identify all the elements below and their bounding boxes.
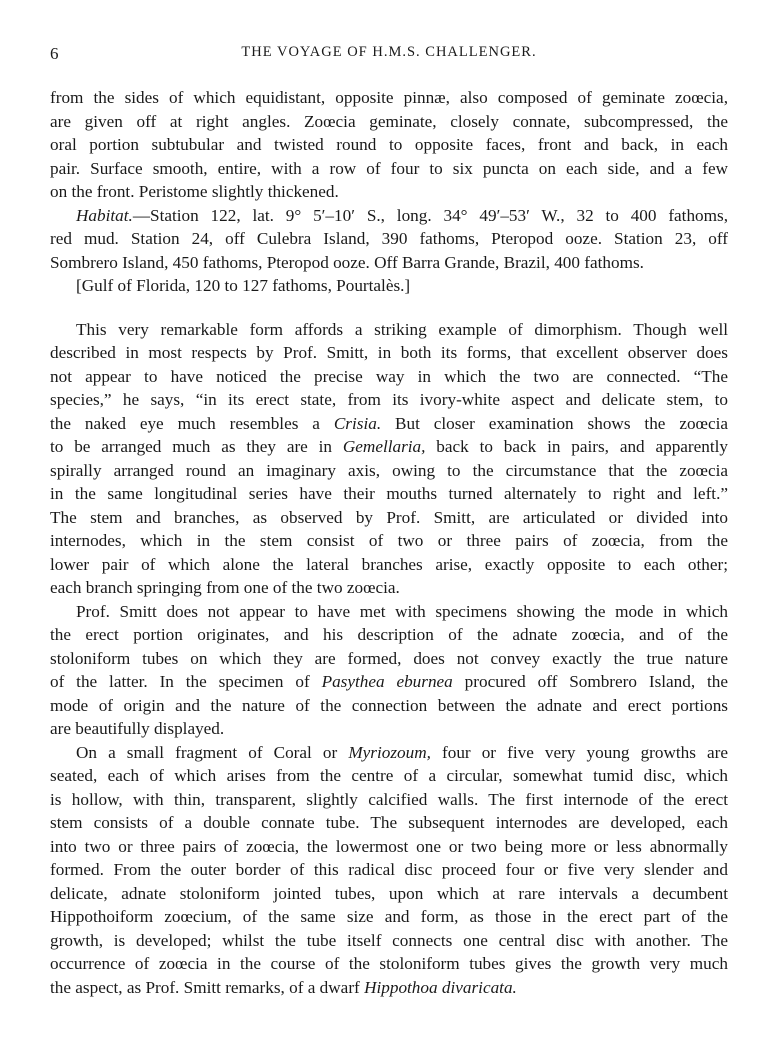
text-line	[50, 435, 728, 459]
text-run: the aspect, as Prof. Smitt remarks, of a dwarf	[50, 977, 360, 997]
text-line: red mud. Station 24, off Culebra Island, 390 fathoms, Pteropod ooze. Station 23, off	[50, 229, 728, 248]
text-line: stem consists of a double connate tube. The subsequent internodes are developed, each	[50, 813, 728, 832]
species-description	[50, 86, 728, 204]
habitat-note: [Gulf of Florida, 120 to 127 fathoms, Pourtalès.]	[76, 276, 411, 295]
text-line: not appear to have noticed the precise way in which the two are connected. “The	[50, 366, 728, 386]
text-run: But closer examination shows the zoœcia	[395, 413, 728, 433]
text-line: This very remarkable form affords a striking example of dimorphism. Though well	[76, 319, 728, 339]
text-line: seated, each of which arises from the centre of a circular, somewhat tumid disc, which	[50, 766, 728, 785]
taxon-name: Pasythea eburnea	[321, 672, 453, 691]
text-line: stoloniform tubes on which they are formed, does not convey exactly the true nature	[50, 648, 728, 668]
text-line: are beautifully displayed.	[50, 719, 225, 738]
text-line: Sombrero Island, 450 fathoms, Pteropod ooze. Off Barra Grande, Brazil, 400 fathoms.	[50, 252, 644, 272]
text-line: described in most respects by Prof. Smitt, in both its forms, that excellent observer does	[50, 343, 728, 362]
page-number: 6	[50, 44, 59, 63]
text-line: the erect portion originates, and his description of the adnate zoœcia, and of the	[50, 625, 728, 644]
paragraph-dimorphism	[50, 318, 728, 600]
habitat-section	[50, 204, 728, 298]
text-line: species,” he says, “in its erect state, from its ivory-white aspect and delicate stem, to	[50, 390, 728, 409]
text-line: formed. From the outer border of this radical disc proceed four or five very slender and	[50, 860, 728, 879]
text-line	[50, 670, 728, 694]
text-line: oral portion subtubular and twisted round to opposite faces, front and back, in each	[50, 135, 728, 154]
page-header	[50, 44, 728, 68]
text-line: pair. Surface smooth, entire, with a row of four to six puncta on each side, and a few	[50, 158, 728, 178]
taxon-name: Crisia.	[333, 413, 382, 433]
taxon-name: Hippothoa divaricata.	[364, 977, 517, 997]
body-text	[50, 86, 728, 999]
text-line	[50, 204, 728, 228]
text-run: procured off Sombrero Island, the	[464, 672, 729, 691]
text-line	[50, 412, 728, 436]
text-run: of the latter. In the specimen of	[50, 672, 310, 691]
habitat-text: —Station 122, lat. 9° 5′–10′ S., long. 34° 49′–53′ W., 32 to 400 fathoms,	[132, 205, 728, 225]
text-line: growth, is developed; whilst the tube itself connects one central disc with another. The	[50, 930, 728, 950]
text-line: occurrence of zoœcia in the course of the stoloniform tubes gives the growth very much	[50, 954, 728, 973]
text-line: are given off at right angles. Zoœcia geminate, closely connate, subcompressed, the	[50, 111, 728, 131]
text-line: lower pair of which alone the lateral branches arise, exactly opposite to each other;	[50, 554, 728, 574]
text-line: The stem and branches, as observed by Prof. Smitt, are articulated or divided into	[50, 507, 728, 527]
running-title: THE VOYAGE OF H.M.S. CHALLENGER.	[241, 44, 537, 60]
taxon-name: Myriozoum,	[348, 742, 431, 762]
text-line: delicate, adnate stoloniform jointed tubes, upon which at rare intervals a decumbent	[50, 883, 728, 903]
text-run: to be arranged much as they are in	[50, 437, 333, 456]
text-line: in the same longitudinal series have their mouths turned alternately to right and left.”	[50, 484, 728, 503]
text-line	[50, 741, 728, 765]
text-line: into two or three pairs of zoœcia, the lowermost one or two being more or less abnormally	[50, 836, 728, 856]
text-line: spirally arranged round an imaginary axis, owing to the circumstance that the zoœcia	[50, 460, 728, 480]
text-line	[50, 976, 728, 1000]
text-run: the naked eye much resembles a	[50, 413, 320, 433]
text-line: Prof. Smitt does not appear to have met with specimens showing the mode in which	[76, 601, 728, 621]
paragraph-smitt	[50, 600, 728, 741]
text-line: each branch springing from one of the two zoœcia.	[50, 578, 400, 597]
habitat-label: Habitat.	[76, 205, 133, 225]
text-line: Hippothoiform zoœcium, of the same size and form, as those in the erect part of the	[50, 907, 728, 926]
text-run: four or five very young growths are	[442, 742, 729, 762]
text-line: on the front. Peristome slightly thickened.	[50, 182, 339, 201]
text-run: On a small fragment of Coral or	[76, 742, 338, 762]
paragraph-gap	[50, 298, 728, 318]
text-line: mode of origin and the nature of the connection between the adnate and erect portions	[50, 695, 728, 715]
text-line: from the sides of which equidistant, opposite pinnæ, also composed of geminate zoœcia,	[50, 88, 728, 107]
text-run: back to back in pairs, and apparently	[436, 437, 729, 456]
taxon-name: Gemellaria,	[342, 437, 426, 456]
text-line: internodes, which in the stem consist of two or three pairs of zoœcia, from the	[50, 531, 728, 550]
text-line: is hollow, with thin, transparent, slightly calcified walls. The first internode of the erect	[50, 789, 728, 809]
paragraph-coral	[50, 741, 728, 1000]
